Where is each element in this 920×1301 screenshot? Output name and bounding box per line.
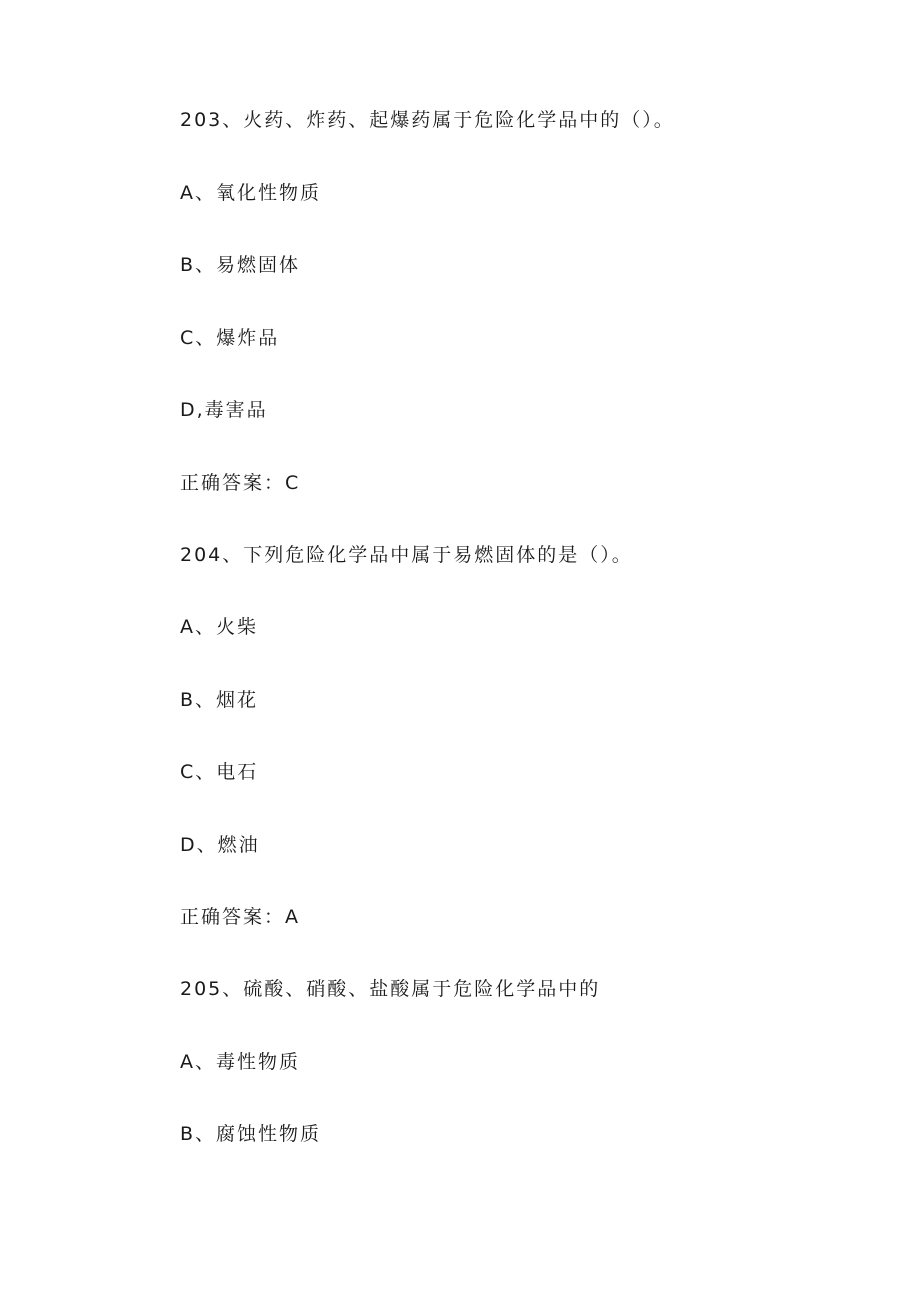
- question-203-option-b: B、易燃固体: [180, 254, 301, 276]
- question-203-option-d: D,毒害品: [180, 399, 268, 421]
- question-205-option-a: A、毒性物质: [180, 1051, 300, 1073]
- question-205-option-b: B、腐蚀性物质: [180, 1123, 322, 1145]
- question-204-option-c: C、电石: [180, 761, 259, 783]
- question-204-text: 204、下列危险化学品中属于易燃固体的是（）。: [180, 544, 633, 566]
- question-203-option-c: C、爆炸品: [180, 327, 280, 349]
- question-204-option-d: D、燃油: [180, 834, 260, 856]
- question-203-text: 203、火药、炸药、起爆药属于危险化学品中的（）。: [180, 109, 675, 131]
- question-203-option-a: A、氧化性物质: [180, 182, 321, 204]
- question-203-answer: 正确答案：C: [180, 472, 301, 494]
- question-205-text: 205、硫酸、硝酸、盐酸属于危险化学品中的: [180, 978, 601, 1000]
- question-204-answer: 正确答案：A: [180, 906, 300, 928]
- question-204-option-b: B、烟花: [180, 689, 259, 711]
- question-204-option-a: A、火柴: [180, 616, 258, 638]
